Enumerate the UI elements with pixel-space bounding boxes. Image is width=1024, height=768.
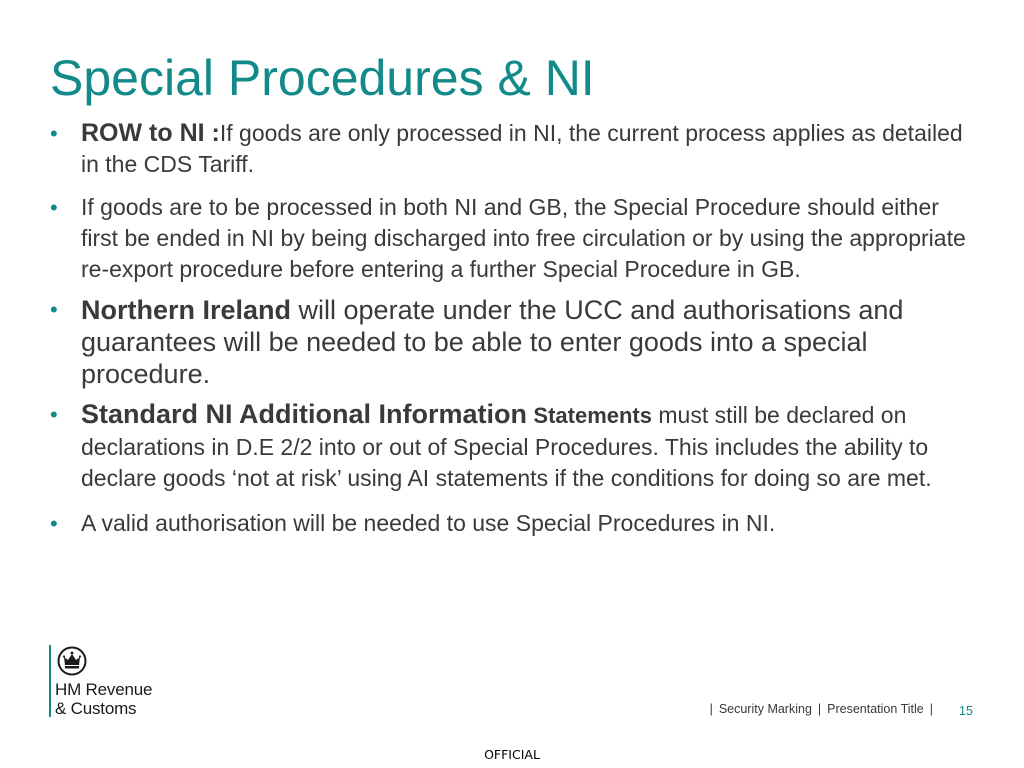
bullet-dot-icon: • (50, 510, 58, 536)
bullet-lead: Standard NI Additional Information (81, 399, 527, 429)
slide-number: 15 (959, 704, 973, 718)
bullet-dot-icon: • (50, 297, 58, 322)
bullet-text: A valid authorisation will be needed to use Special Procedures in NI. (81, 509, 776, 536)
logo-text-line1: HM Revenue (55, 680, 153, 699)
bullet-lead-secondary: Statements (533, 403, 652, 428)
bullet-lead: Northern Ireland (81, 295, 292, 325)
logo-text-line2: & Customs (55, 699, 137, 718)
footer-separator: | (709, 702, 713, 716)
bullet-item (50, 508, 980, 539)
bullet-dot-icon: • (50, 402, 58, 427)
bullet-item (50, 399, 980, 495)
slide-title: Special Procedures & NI (50, 50, 595, 106)
logo-divider (49, 645, 51, 717)
bullet-list (50, 118, 980, 539)
bullet-item (50, 294, 980, 390)
bullet-text: If goods are to be processed in both NI and GB, the Special Procedure should either first be ended in NI by being discharged into free circulation or by using the appropriate re-export procedure before entering a further Special Procedure in GB. (81, 194, 966, 282)
bullet-item (50, 118, 980, 180)
footer (704, 702, 939, 716)
bullet-text: If goods are only processed in NI, the current process applies as detailed in the CDS Tariff. (81, 120, 963, 177)
footer-security-marking: Security Marking (718, 702, 812, 716)
footer-separator: | (929, 702, 933, 716)
bullet-lead: ROW to NI : (81, 119, 220, 147)
bullet-text: will operate under the UCC and authorisations and guarantees will be needed to be able to enter goods into a special procedure. (81, 295, 904, 389)
bullet-item (50, 192, 980, 285)
bullet-text: must still be declared on declarations in D.E 2/2 into or out of Special Procedures. This includes the ability to declare goods ‘not at risk’ using AI statements if the conditions for doing so are met. (81, 402, 932, 491)
bullet-dot-icon: • (50, 195, 58, 220)
footer-presentation-title: Presentation Title (827, 702, 924, 716)
footer-separator: | (817, 702, 822, 716)
bullet-dot-icon: • (50, 121, 58, 146)
classification-label: OFFICIAL (484, 747, 540, 762)
crown-crest-icon (57, 646, 87, 676)
